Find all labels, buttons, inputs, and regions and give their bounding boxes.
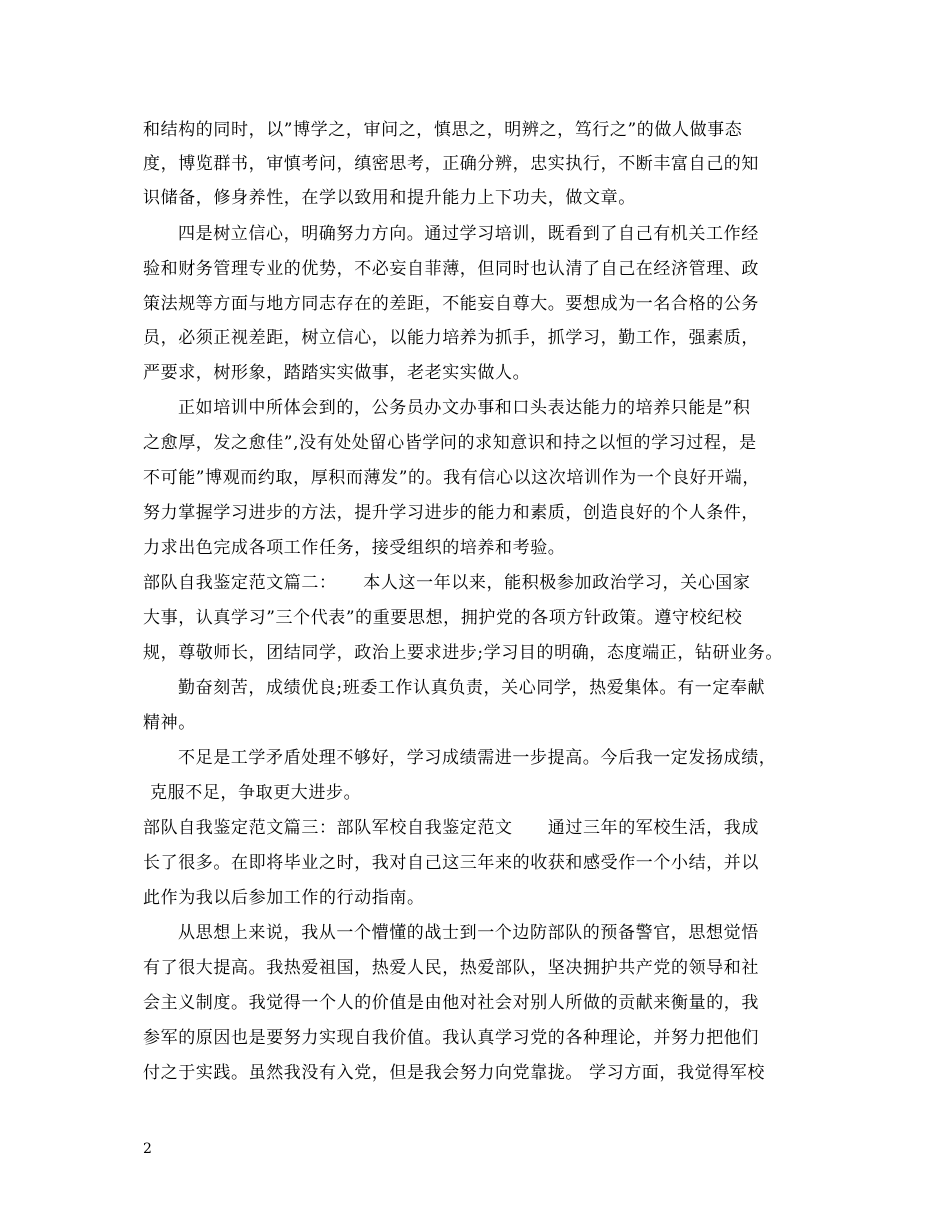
page-number: 2 bbox=[143, 1141, 152, 1157]
text-line: 度，博览群书，审慎考问，缜密思考，正确分辨，忠实执行，不断丰富自己的知 bbox=[143, 154, 759, 174]
text-line: 付之于实践。虽然我没有入党，但是我会努力向党靠拢。 学习方面，我觉得军校 bbox=[143, 1063, 766, 1083]
text-line: 会主义制度。我觉得一个人的价值是由他对社会对别人所做的贡献来衡量的，我 bbox=[143, 993, 759, 1013]
text-line: 勤奋刻苦，成绩优良;班委工作认真负责，关心同学，热爱集体。有一定奉献 bbox=[178, 678, 766, 698]
text-line: 从思想上来说，我从一个懵懂的战士到一个边防部队的预备警官，思想觉悟 bbox=[178, 923, 759, 943]
text-line: 精神。 bbox=[143, 713, 196, 733]
text-line: 有了很大提高。我热爱祖国，热爱人民，热爱部队，坚决拥护共产党的领导和社 bbox=[143, 958, 759, 978]
text-line: 力求出色完成各项工作任务，接受组织的培养和考验。 bbox=[143, 538, 566, 558]
text-line: 不足是工学矛盾处理不够好，学习成绩需进一步提高。今后我一定发扬成绩， bbox=[178, 748, 777, 768]
text-line: 和结构的同时，以”博学之，审问之，慎思之，明辨之，笃行之”的做人做事态 bbox=[143, 120, 743, 140]
text-line: 长了很多。在即将毕业之时，我对自己这三年来的收获和感受作一个小结，并以 bbox=[143, 853, 759, 873]
text-line: 此作为我以后参加工作的行动指南。 bbox=[143, 888, 425, 908]
text-line: 四是树立信心，明确努力方向。通过学习培训，既看到了自己有机关工作经 bbox=[178, 224, 759, 244]
text-line: 严要求，树形象，踏踏实实做事，老老实实做人。 bbox=[143, 363, 531, 383]
text-line: 策法规等方面与地方同志存在的差距，不能妄自尊大。要想成为一名合格的公务 bbox=[143, 294, 759, 314]
text-line: 规，尊敬师长，团结同学，政治上要求进步;学习目的明确，态度端正，钻研业务。 bbox=[143, 643, 783, 663]
text-line: 正如培训中所体会到的，公务员办文办事和口头表达能力的培养只能是”积 bbox=[178, 398, 751, 418]
text-line: 克服不足，争取更大进步。 bbox=[150, 783, 362, 803]
text-line: 识储备，修身养性，在学以致用和提升能力上下功夫，做文章。 bbox=[143, 188, 636, 208]
text-line: 大事，认真学习”三个代表”的重要思想，拥护党的各项方针政策。遵守校纪校 bbox=[143, 608, 743, 628]
text-line: 努力掌握学习进步的方法，提升学习进步的能力和素质，创造良好的个人条件， bbox=[143, 503, 759, 523]
text-line: 员，必须正视差距，树立信心，以能力培养为抓手，抓学习，勤工作，强素质， bbox=[143, 328, 759, 348]
text-line: 不可能”博观而约取，厚积而薄发”的。我有信心以这次培训作为一个良好开端， bbox=[143, 468, 760, 488]
text-line: 部队自我鉴定范文篇三：部队军校自我鉴定范文 通过三年的军校生活，我成 bbox=[143, 818, 759, 838]
text-line: 参军的原因也是要努力实现自我价值。我认真学习党的各种理论，并努力把他们 bbox=[143, 1028, 759, 1048]
text-line: 之愈厚，发之愈佳”,没有处处留心皆学问的求知意识和持之以恒的学习过程，是 bbox=[143, 433, 757, 453]
text-line: 验和财务管理专业的优势，不必妄自菲薄，但同时也认清了自己在经济管理、政 bbox=[143, 259, 759, 279]
text-line: 部队自我鉴定范文篇二： 本人这一年以来，能积极参加政治学习，关心国家 bbox=[143, 573, 751, 593]
